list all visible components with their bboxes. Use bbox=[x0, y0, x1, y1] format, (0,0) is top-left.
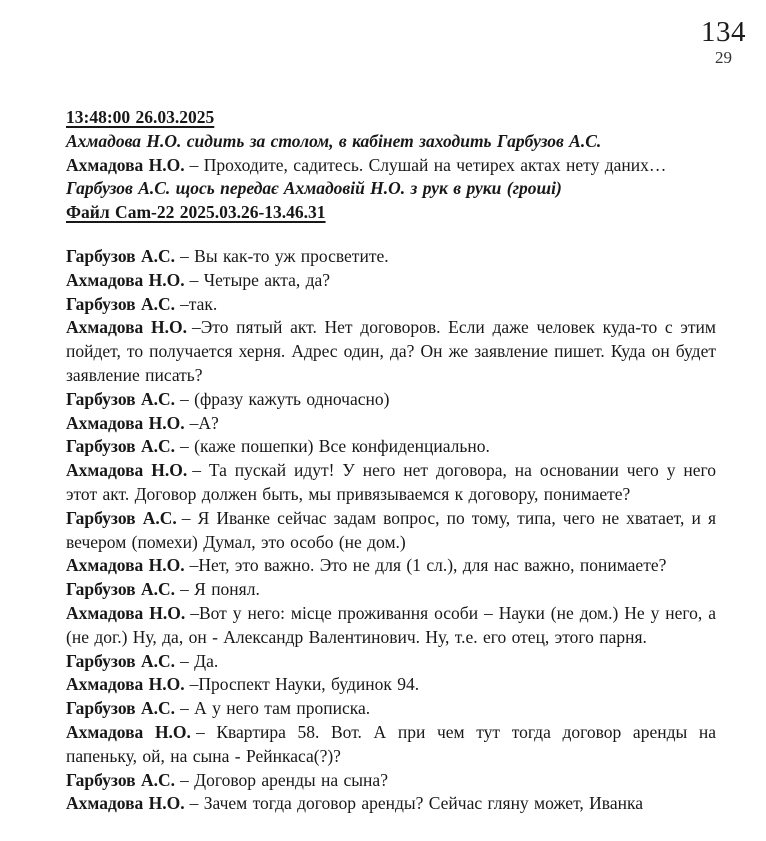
dialogue-text: – А у него там прописка. bbox=[180, 698, 371, 719]
transcript-content bbox=[66, 106, 716, 816]
speaker-name: Гарбузов А.С. bbox=[66, 436, 176, 457]
speaker-name: Ахмадова Н.О. bbox=[66, 602, 186, 623]
speaker-name: Ахмадова Н.О. bbox=[66, 317, 187, 338]
speaker-name: Гарбузов А.С. bbox=[66, 579, 176, 600]
dialogue-list bbox=[66, 245, 716, 816]
dialogue-line bbox=[66, 673, 716, 697]
speaker-name: Гарбузов А.С. bbox=[66, 507, 177, 528]
dialogue-text: – Та пускай идут! У него нет договора, на основании чего у него этот акт. Договор должен быть, мы привязываемся к договору, понимаете? bbox=[66, 460, 716, 504]
dialogue-line bbox=[66, 459, 716, 507]
timestamp-text: 13:48:00 26.03.2025 bbox=[66, 107, 215, 127]
dialogue-text: –так. bbox=[180, 293, 218, 314]
speaker-name: Гарбузов А.С. bbox=[66, 245, 176, 266]
dialogue-text: – Четыре акта, да? bbox=[189, 269, 331, 290]
dialogue-text: – Договор аренды на сына? bbox=[180, 769, 388, 790]
file-line-text: Файл Cam-22 2025.03.26-13.46.31 bbox=[66, 202, 326, 223]
dialogue-line bbox=[66, 245, 716, 269]
dialogue-line bbox=[66, 293, 716, 317]
dialogue-line bbox=[66, 602, 716, 650]
speaker-name: Гарбузов А.С. bbox=[66, 769, 176, 790]
page-number-large: 134 bbox=[701, 16, 746, 48]
speaker-name: Ахмадова Н.О. bbox=[66, 674, 185, 695]
dialogue-line bbox=[66, 578, 716, 602]
dialogue-line bbox=[66, 769, 716, 793]
stage-direction-2: Гарбузов А.С. щось передає Ахмадовій Н.О. з рук в руки (гроші) bbox=[66, 178, 562, 199]
dialogue-text: – Проходите, садитесь. Слушай на четирех актах нету даних… bbox=[189, 154, 667, 175]
dialogue-line bbox=[66, 697, 716, 721]
dialogue-text: –Это пятый акт. Нет договоров. Если даже человек куда-то с этим пойдет, то получается херня. Адрес один, да? Он же заявление пишет. Куда он будет заявление писать? bbox=[66, 317, 717, 385]
dialogue-line bbox=[66, 721, 716, 769]
dialogue-line bbox=[66, 435, 716, 459]
page-number-small: 29 bbox=[715, 48, 732, 67]
dialogue-text: – (каже пошепки) Все конфиденциально. bbox=[180, 436, 490, 457]
dialogue-line bbox=[66, 388, 716, 412]
dialogue-text: – Да. bbox=[180, 650, 219, 671]
dialogue-line bbox=[66, 554, 716, 578]
dialogue-line bbox=[66, 650, 716, 674]
dialogue-line bbox=[66, 792, 716, 816]
stage-direction-1: Ахмадова Н.О. сидить за столом, в кабінет заходить Гарбузов А.С. bbox=[66, 130, 602, 151]
speaker-name: Ахмадова Н.О. bbox=[66, 721, 191, 742]
speaker-name: Гарбузов А.С. bbox=[66, 293, 176, 314]
speaker-name: Гарбузов А.С. bbox=[66, 698, 176, 719]
dialogue-text: – Зачем тогда договор аренды? Сейчас гляну может, Иванка bbox=[189, 793, 643, 814]
speaker-name: Гарбузов А.С. bbox=[66, 388, 176, 409]
dialogue-text: – (фразу кажуть одночасно) bbox=[180, 388, 390, 409]
dialogue-line bbox=[66, 316, 716, 387]
page-number-block bbox=[701, 18, 746, 66]
speaker-name: Ахмадова Н.О. bbox=[66, 269, 185, 290]
dialogue-line bbox=[66, 269, 716, 293]
file-line bbox=[66, 201, 716, 225]
intro-dialogue-line bbox=[66, 154, 716, 178]
speaker-name: Ахмадова Н.О. bbox=[66, 555, 185, 576]
dialogue-text: –Нет, это важно. Это не для (1 сл.), для нас важно, понимаете? bbox=[189, 555, 667, 576]
dialogue-text: – Квартира 58. Вот. А при чем тут тогда договор аренды на папеньку, ой, на сына - Рейнкаса(?)? bbox=[66, 721, 717, 766]
speaker-name: Ахмадова Н.О. bbox=[66, 460, 188, 481]
dialogue-text: –Проспект Науки, будинок 94. bbox=[189, 674, 420, 695]
dialogue-text: – Вы как-то уж просветите. bbox=[180, 245, 389, 266]
dialogue-text: – Я понял. bbox=[180, 579, 260, 600]
timestamp-line bbox=[66, 106, 716, 130]
dialogue-text: –Вот у него: місце проживання особи – Науки (не дом.) Не у него, а (не дог.) Ну, да, он - Александр Валентинович. Ну, т.е. его отец, этого парня. bbox=[66, 602, 717, 647]
dialogue-text: –А? bbox=[189, 412, 219, 433]
dialogue-line bbox=[66, 412, 716, 436]
speaker-name: Ахмадова Н.О. bbox=[66, 154, 185, 175]
speaker-name: Ахмадова Н.О. bbox=[66, 412, 185, 433]
speaker-name: Ахмадова Н.О. bbox=[66, 793, 185, 814]
dialogue-line bbox=[66, 507, 716, 555]
speaker-name: Гарбузов А.С. bbox=[66, 650, 176, 671]
dialogue-text: – Я Иванке сейчас задам вопрос, по тому, типа, чего не хватает, и я вечером (помехи) Думал, это особо (не дом.) bbox=[66, 507, 716, 552]
